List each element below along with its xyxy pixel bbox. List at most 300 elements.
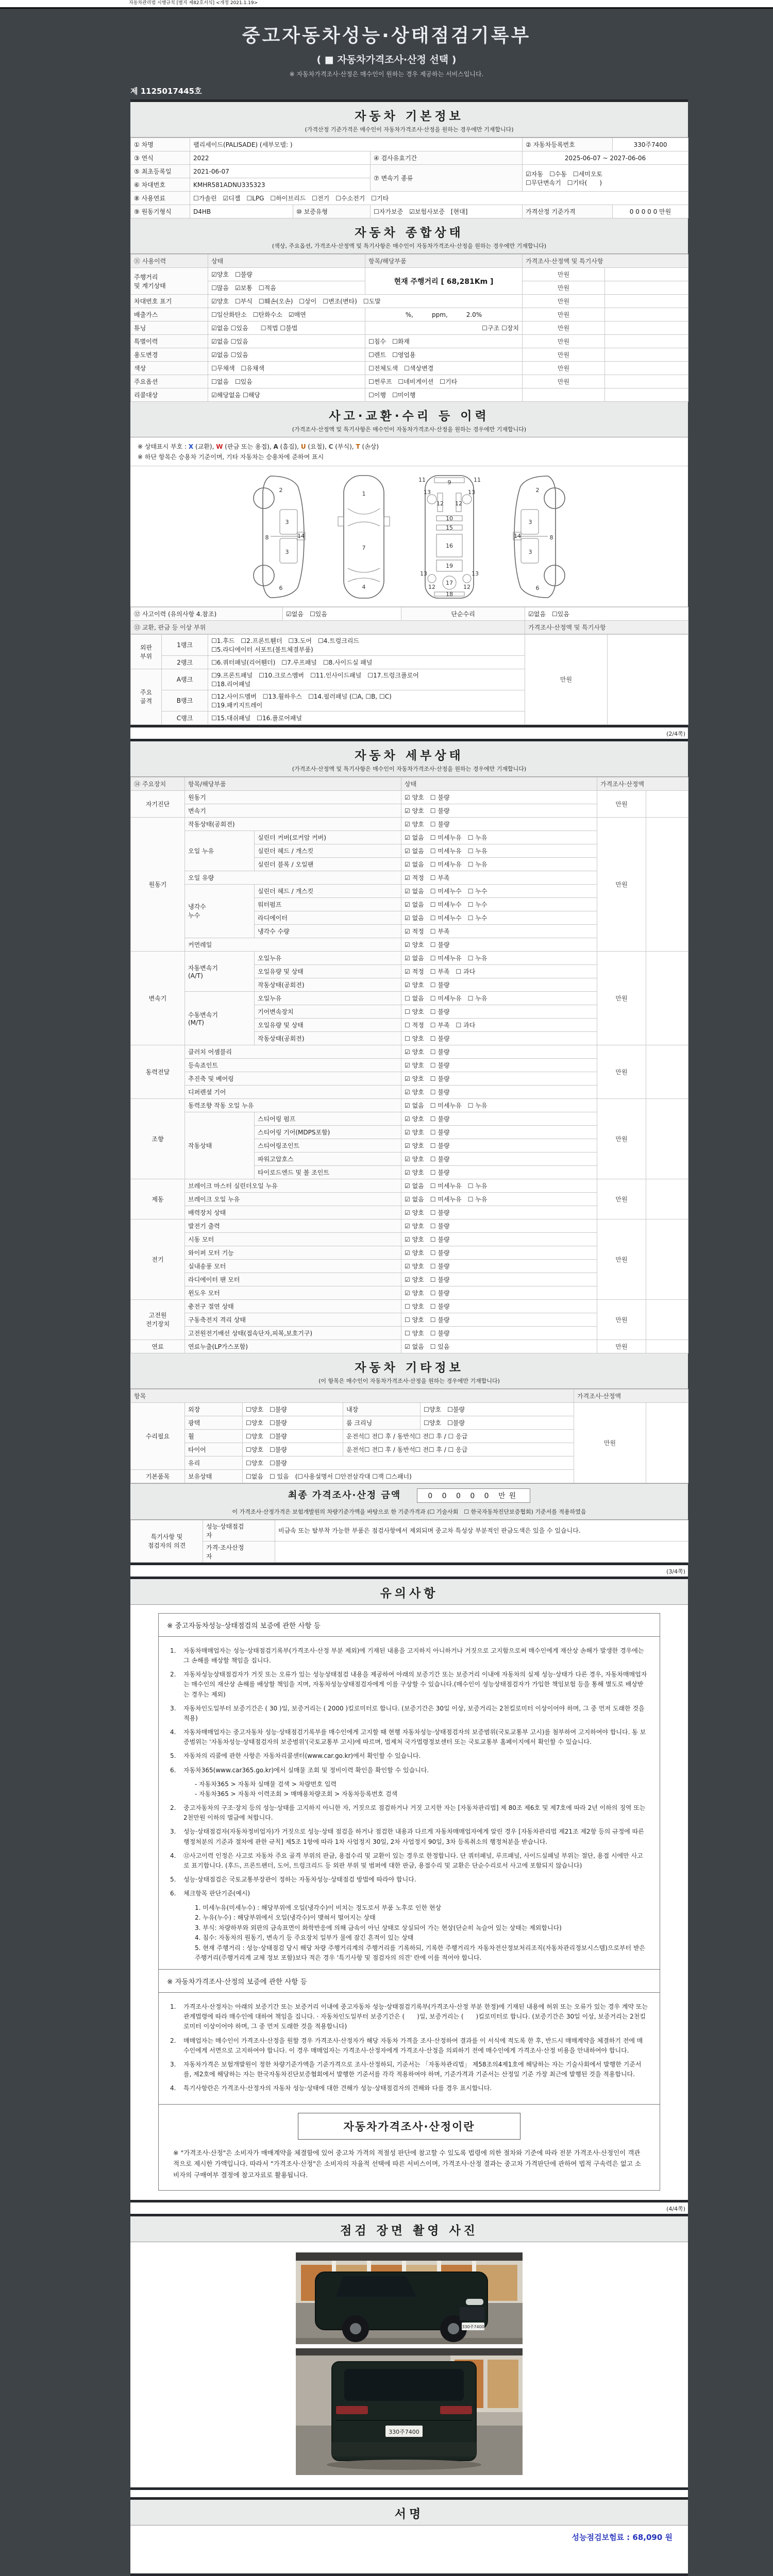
legend-desc-c: (부식),	[335, 443, 354, 450]
checkbox-cell[interactable]: ☑ 없음 ☐ 미세누유 ☐ 누유	[401, 1098, 597, 1112]
report-service-note: ※ 자동차가격조사·산정은 매수인이 원하는 경우 제공하는 서비스입니다.	[289, 71, 484, 78]
svg-text:2: 2	[535, 486, 540, 494]
section-cautions-title: 유의사항	[380, 1586, 439, 1600]
row-label: ⑤ 최초등록일	[131, 165, 190, 178]
table-cell: 만원	[597, 1340, 646, 1353]
table-cell	[646, 817, 688, 951]
checkbox-cell[interactable]: ☐양호 ☐불량	[243, 1429, 343, 1443]
checkbox-cell[interactable]: ☐양호 ☐불량	[243, 1402, 343, 1416]
table-cell: 상태	[401, 777, 597, 790]
table-cell: 330주7400	[613, 138, 688, 151]
row-label: ④ 검사유효기간	[371, 151, 523, 165]
row-label: 1랭크	[162, 634, 208, 655]
row-label: 타이어	[185, 1443, 243, 1456]
overall-state-table	[130, 254, 688, 402]
row-label: 제동	[131, 1179, 185, 1219]
checkbox-cell[interactable]: ☑양호 ☐불량	[208, 268, 365, 281]
row-label: 작동상태(공회전)	[185, 817, 401, 831]
row-label: 룸 크리닝	[343, 1416, 421, 1429]
checkbox-cell[interactable]: ☐무채색 ☐유채색	[208, 362, 365, 375]
final-price-strip	[130, 1483, 688, 1505]
car-side-right-diagram	[507, 472, 568, 601]
row-label: 오일누유	[255, 951, 401, 964]
section-overall-note: (색상, 주요옵션, 가격조사·산정액 및 특기사항은 매수인이 자동차가격조사·산정을 원하는 경우에만 기재합니다)	[272, 243, 547, 249]
row-label: 휠	[185, 1429, 243, 1443]
row-label: 냉각수 누수	[185, 884, 255, 938]
checkbox-cell[interactable]: ☐15.대쉬패널 ☐16.플로어패널	[208, 711, 525, 724]
row-label: 스티어링 펌프	[255, 1112, 401, 1125]
caution-item: 5. 자동차의 리콜에 관한 사항은 자동차리콜센터(www.car.go.kr)에서 확인할 수 있습니다.	[170, 1752, 421, 1760]
inspection-photo-front	[296, 2252, 523, 2344]
checkbox-cell[interactable]: ☐렌트 ☐영업용	[365, 348, 523, 362]
row-label: 커먼레일	[185, 938, 401, 951]
row-label: 동력조향 작동 오일 누유	[185, 1098, 401, 1112]
inspection-insurance-fee: 성능점검보험료 : 68,090 원	[572, 2533, 673, 2543]
row-label: 주요옵션	[131, 375, 208, 388]
table-cell: 만원	[523, 362, 605, 375]
caution-subitem: 3. 부식: 차량하부와 외판의 금속표면이 화학반응에 의해 금속이 아닌 상태로 상실되어 가는 현상(단순히 녹슬어 있는 상태는 제외합니다)	[195, 1924, 562, 1931]
checkbox-cell[interactable]: ☑ 양호 ☐ 불량	[401, 1219, 597, 1232]
legend-desc-t: (손상)	[362, 443, 379, 450]
caution-item: 3. 자동차인도일부터 보증기간은 ( 30 )일, 보증거리는 ( 2000 )킬로미터로 합니다. (보증기간은 30일 이상, 보증거리는 2천킬로미터 이상이어야 하며, 그 중 먼저 도래한 것을 적용)	[170, 1704, 645, 1722]
row-label: 전기	[131, 1219, 185, 1299]
caution-subitem: 1. 미세누유(미세누수) : 해당부위에 오일(냉각수)이 비치는 정도로서 부품 노후로 인한 현상	[195, 1904, 442, 1911]
row-label: A랭크	[162, 669, 208, 690]
final-price-label: 최종 가격조사·산정 금액	[288, 1489, 401, 1501]
row-label: 용도변경	[131, 348, 208, 362]
checkbox-cell[interactable]: ☑ 없음 ☐ 미세누수 ☐ 누수	[401, 897, 597, 911]
table-cell: 만원	[597, 790, 646, 817]
checkbox-cell[interactable]: ☑ 양호 ☐ 불량	[401, 1206, 597, 1219]
row-label: 실내송풍 모터	[185, 1259, 401, 1273]
svg-text:1: 1	[362, 490, 366, 497]
section-detail-header	[130, 741, 688, 777]
row-label: 보유상태	[185, 1469, 243, 1483]
checkbox-cell[interactable]: ☑없음 ☐있음	[208, 335, 365, 348]
row-label: 워터펌프	[255, 897, 401, 911]
table-cell	[605, 362, 688, 375]
table-cell: 만원	[523, 335, 605, 348]
row-label: 배력장치 상태	[185, 1206, 401, 1219]
svg-text:12: 12	[436, 500, 444, 507]
row-label: 작동상태(공회전)	[255, 978, 401, 991]
checkbox-cell[interactable]: ☑ 없음 ☐ 미세누유 ☐ 누유	[401, 1179, 597, 1192]
checkbox-cell[interactable]: ☑없음 ☐있음	[283, 607, 401, 620]
checkbox-cell[interactable]: ☑ 없음 ☐ 있음	[401, 1340, 597, 1353]
caution-item: 6. 자동차365(www.car365.go.kr)에서 실매물 조회 및 정비이력 확인을 확인할 수 있습니다.	[170, 1766, 429, 1774]
checkbox-cell[interactable]: 운전석☐ 전☐ 후 / 동반석☐ 전☐ 후 / ☐ 응급	[343, 1443, 574, 1456]
checkbox-cell[interactable]: ☐양호 ☐불량	[243, 1416, 343, 1429]
final-price-value: 0 0 0 0 0 만원	[417, 1488, 530, 1503]
checkbox-cell[interactable]: ☑ 양호 ☐ 불량	[401, 1058, 597, 1072]
table-cell	[523, 388, 605, 402]
caution-item: 3. 자동차가격은 보험개발원이 정한 차량기준가액을 기준가격으로 조사·산정하되, 기준서는 「자동차관리법」 제58조의4제1호에 해당하는 자는 기술사회에서 발행한 기준서를, 제2호에 해당하는 자는 한국자동차진단보증협회에서 발행한 기준서를 각각 적용하여야 하며, 기준가격과 기준서는 산정일 기준 가장 최근에 발행된 것을 적용합니다.	[170, 2061, 642, 2078]
row-label: 내장	[343, 1402, 421, 1416]
table-cell: 가격조사·산정액 및 특기사항	[523, 255, 688, 268]
checkbox-cell[interactable]: ☐전체도색 ☐색상변경	[365, 362, 523, 375]
page-4	[130, 2214, 688, 2490]
section-detail-title: 자동차 세부상태	[355, 749, 464, 762]
checkbox-cell[interactable]: ☐ 없음 ☐ 미세누유 ☐ 누유	[401, 991, 597, 1005]
checkbox-cell[interactable]: ☑ 적정 ☐ 부족	[401, 871, 597, 884]
table-cell	[605, 268, 688, 281]
section-detail-note: (가격조사·산정액 및 특기사항은 매수인이 자동차가격조사·산정을 원하는 경우에만 기재합니다)	[292, 765, 527, 772]
table-cell: KMHR581ADNU335323	[190, 178, 371, 192]
svg-text:13: 13	[468, 488, 475, 496]
row-label: 가격산정 기준가격	[523, 205, 613, 218]
row-label: 수리필요	[131, 1402, 185, 1469]
row-label: 실린더 블록 / 오일팬	[255, 857, 401, 871]
table-cell: 2025-06-07 ~ 2027-06-06	[523, 151, 688, 165]
legend-desc-w: (판금 또는 용접),	[225, 443, 272, 450]
section-etc-note: (이 항목은 매수인이 자동차가격조사·산정을 원하는 경우에만 기재합니다)	[318, 1377, 500, 1384]
checkbox-cell[interactable]: ☐ 양호 ☐ 불량	[401, 1031, 597, 1045]
checkbox-cell[interactable]: ☑ 적정 ☐ 부족 ☐ 과다	[401, 964, 597, 978]
checkbox-cell[interactable]: ☐6.쿼터패널(리어휀더) ☐7.루프패널 ☐8.사이드실 패널	[208, 655, 525, 669]
caution-item: 4. 자동차매매업자는 중고자동차 성능·상태점검기록부를 매수인에게 고지할 때 현행 자동차성능·상태점검자의 보증범위(국토교통부 고시)를 첨부하여 고지하여야 합니다. 동 보증범위는 '자동차성능·상태점검자의 보증범위'(국토교통부 고시)에 따르며, 법제처 국가법령정보센터 또는 국토교통부 홈페이지에서 확인할 수 있습니다.	[170, 1728, 646, 1746]
legend-note2: ※ 하단 항목은 승용차 기준이며, 기타 자동차는 승용차에 준하여 표시	[138, 453, 324, 461]
checkbox-cell[interactable]: ☑ 양호 ☐ 불량	[401, 790, 597, 804]
checkbox-cell[interactable]: ☑ 양호 ☐ 불량	[401, 1072, 597, 1085]
row-label: 2랭크	[162, 655, 208, 669]
row-label: 발전기 출력	[185, 1219, 401, 1232]
checkbox-cell[interactable]: ☑ 없음 ☐ 미세누유 ☐ 누유	[401, 951, 597, 964]
row-label: 타이로드엔드 및 볼 조인트	[255, 1165, 401, 1179]
section-sign-header	[130, 2500, 688, 2526]
table-cell: 만원	[523, 348, 605, 362]
checkbox-cell[interactable]: ☐ 양호 ☐ 불량	[401, 1005, 597, 1018]
row-label: 디퍼렌셜 기어	[185, 1085, 401, 1098]
checkbox-cell[interactable]: ☐ 양호 ☐ 불량	[401, 1299, 597, 1313]
table-cell: D4HB	[190, 205, 293, 218]
checkbox-cell[interactable]: ☐양호 ☐불량	[421, 1416, 574, 1429]
svg-text:12: 12	[428, 583, 435, 590]
checkbox-cell[interactable]: ☑양호 ☐부식 ☐훼손(오손) ☐상이 ☐변조(변타) ☐도말	[208, 295, 523, 308]
svg-text:330주7400: 330주7400	[389, 2429, 419, 2436]
caution-subitem: 2. 누유(누수) : 해당부위에서 오일(냉각수)이 맺혀서 떨어지는 상태	[195, 1914, 376, 1922]
caution-item: 2. 중고자동차의 구조·장치 등의 성능·상태를 고지하지 아니한 자, 거짓으로 점검하거나 거짓 고지한 자는 [자동차관리법] 제 80조 제6호 및 제7호에 따라 2년 이하의 징역 또는 2천만원 이하의 벌금에 처합니다.	[170, 1804, 646, 1822]
row-label: 충전구 절연 상태	[185, 1299, 401, 1313]
row-label: 단순수리	[401, 607, 525, 620]
caution-item: 4. ⑫사고이력 인정은 사고로 자동차 주요 골격 부위의 판금, 용접수리 및 교환이 있는 경우로 한정합니다. 단 쿼터패널, 루프패널, 사이드실패널 부위는 절단, 용접 시에만 사고로 표기합니다. (후드, 프론트펜더, 도어, 트렁크리드 등 외판 부위 및 범퍼에 대한 판금, 용접수리 및 교환은 단순수리로서 사고에 포함되지 않습니다)	[170, 1852, 643, 1869]
checkbox-cell[interactable]: ☐양호 ☐불량	[421, 1402, 574, 1416]
row-label: 오일유량 및 상태	[255, 964, 401, 978]
checkbox-cell[interactable]: ☑ 양호 ☐ 불량	[401, 938, 597, 951]
checkbox-cell[interactable]: ☑ 적정 ☐ 부족	[401, 924, 597, 938]
table-cell: 상태	[208, 255, 365, 268]
checkbox-cell[interactable]: ☑ 없음 ☐ 미세누수 ☐ 누수	[401, 911, 597, 924]
checkbox-cell[interactable]: ☑ 양호 ☐ 불량	[401, 804, 597, 817]
section-cautions-header	[130, 1579, 688, 1605]
legend-desc-a: (흠집),	[280, 443, 299, 450]
price-definition-box	[159, 2105, 660, 2191]
checkbox-cell[interactable]: ☑ 없음 ☐ 미세누유 ☐ 누유	[401, 857, 597, 871]
row-label: 주행거리 및 계기상태	[131, 268, 208, 295]
row-label: 외장	[185, 1402, 243, 1416]
svg-text:17: 17	[446, 579, 453, 586]
svg-text:16: 16	[446, 542, 453, 549]
svg-text:12: 12	[455, 500, 462, 507]
caution-item: 1. 자동차매매업자는 성능·상태점검기록부(가격조사·산정 부분 제외)에 기재된 내용을 고지하지 아니하거나 거짓으로 고지함으로써 매수인에게 재산상 손해가 발생한 경우에는 그 손해를 배상할 책임을 집니다.	[170, 1647, 644, 1664]
table-cell: 비금속 또는 탈부착 가능한 부품은 점검사항에서 제외되며 중고차 특성상 부분적인 판금도색은 있을 수 있습니다.	[275, 1520, 688, 1541]
section-photos-title: 점검 장면 촬영 사진	[340, 2224, 478, 2238]
row-label: 등속죠인트	[185, 1058, 401, 1072]
checkbox-cell[interactable]: ☐이행 ☐미이행	[365, 388, 523, 402]
table-cell	[646, 1219, 688, 1299]
checkbox-cell[interactable]: ☑ 양호 ☐ 불량	[401, 1273, 597, 1286]
row-label: 추진축 및 베어링	[185, 1072, 401, 1085]
page-5	[130, 2497, 688, 2576]
table-cell	[646, 1179, 688, 1219]
table-cell: 만원	[597, 817, 646, 951]
svg-text:13: 13	[472, 570, 479, 577]
car-top-diagram	[335, 472, 392, 601]
checkbox-cell[interactable]: ☑ 양호 ☐ 불량	[401, 817, 597, 831]
checkbox-cell[interactable]: ☑ 양호 ☐ 불량	[401, 1232, 597, 1246]
row-label: ③ 연식	[131, 151, 190, 165]
svg-text:14: 14	[297, 532, 305, 539]
checkbox-cell[interactable]: ☑없음 ☐있음	[208, 348, 365, 362]
checkbox-cell[interactable]: ☑ 양호 ☐ 불량	[401, 1085, 597, 1098]
checkbox-cell[interactable]: ☑ 양호 ☐ 불량	[401, 978, 597, 991]
checkbox-cell[interactable]: ☑ 양호 ☐ 불량	[401, 1246, 597, 1259]
checkbox-cell[interactable]: ☑ 없음 ☐ 미세누유 ☐ 누유	[401, 844, 597, 857]
page-3	[130, 1577, 688, 2202]
section-basic-note: (가격산정 기준가격은 매수인이 자동차가격조사·산정을 원하는 경우에만 기재합니다)	[305, 126, 514, 133]
checkbox-cell[interactable]: ☐양호 ☐불량	[243, 1443, 343, 1456]
checkbox-cell[interactable]: ☑ 양호 ☐ 불량	[401, 1112, 597, 1125]
cautions-secB-title: ※ 자동차가격조사·산정의 보증에 관한 사항 등	[159, 1970, 660, 1993]
table-cell: 항목/해당부품	[185, 777, 401, 790]
table-cell: ⑭ 주요장치	[131, 777, 185, 790]
table-cell	[605, 281, 688, 295]
svg-text:3: 3	[285, 548, 289, 555]
legend-desc-x: (교환),	[195, 443, 214, 450]
table-cell: 만원	[523, 281, 605, 295]
table-cell: 가격조사·산정액	[597, 777, 688, 790]
row-label: 오일 유량	[185, 871, 401, 884]
row-label: ① 차명	[131, 138, 190, 151]
section-etc-title: 자동차 기타정보	[355, 1361, 464, 1375]
row-label: B랭크	[162, 690, 208, 711]
inspection-photos	[130, 2242, 688, 2487]
checkbox-cell[interactable]: ☑ 양호 ☐ 불량	[401, 1139, 597, 1152]
row-label: 오일 누유	[185, 831, 255, 871]
svg-text:3: 3	[285, 518, 289, 526]
row-label: 실린더 헤드 / 개스킷	[255, 884, 401, 897]
svg-text:7: 7	[362, 544, 366, 551]
svg-text:15: 15	[446, 524, 453, 531]
row-label: ② 자동차등록번호	[523, 138, 613, 151]
svg-text:11: 11	[474, 476, 481, 483]
checkbox-cell[interactable]: ☑ 양호 ☐ 불량	[401, 1152, 597, 1165]
checkbox-cell[interactable]: ☐없음 ☐있음	[208, 375, 365, 388]
row-label: 동력전달	[131, 1045, 185, 1098]
table-cell: 만원	[523, 308, 605, 321]
row-label: 변속기	[131, 951, 185, 1045]
table-cell: 만원	[597, 951, 646, 1045]
checkbox-cell[interactable]: ☑해당없음 ☐해당	[208, 388, 365, 402]
row-label: 작동상태	[185, 1112, 255, 1179]
svg-text:10: 10	[446, 515, 453, 522]
caution-subitem: - 자동차365 > 자동차 실매물 검색 > 차량번호 입력	[195, 1780, 337, 1788]
row-label: ⑧ 사용연료	[131, 192, 190, 205]
checkbox-cell[interactable]: ☑없음 ☐있음 ☐적법 ☐불법	[208, 321, 365, 335]
table-cell	[605, 335, 688, 348]
report-subtitle: ( ■ 자동차가격조사·산정 선택 )	[316, 54, 457, 65]
section-overall-title: 자동차 종합상태	[355, 226, 464, 240]
table-cell: 팰리세이드(PALISADE) (세부모델: )	[190, 138, 523, 151]
svg-text:3: 3	[528, 548, 532, 555]
form-reference: 자동차관리법 시행규칙 [별지 제82호서식] <개정 2021.1.19>	[0, 0, 773, 9]
row-label: 가격·조사산정 자	[203, 1541, 275, 1562]
price-definition-title: 자동차가격조사·산정이란	[298, 2113, 520, 2140]
table-cell: 가격조사·산정액 및 특기사항	[525, 620, 688, 634]
svg-text:9: 9	[447, 479, 451, 486]
table-cell: 만원	[574, 1402, 646, 1483]
checkbox-cell[interactable]: ☐양호 ☐불량	[243, 1456, 574, 1469]
checkbox-cell[interactable]: ☐없음 ☐ 있음 (☐사용설명서 ☐안전삼각대 ☐잭 ☐스패너)	[243, 1469, 574, 1483]
etc-info-table	[130, 1389, 688, 1483]
row-label: ⑥ 차대번호	[131, 178, 190, 192]
row-label: 윈도우 모터	[185, 1286, 401, 1299]
checkbox-cell[interactable]: ☐많음 ☑보통 ☐적음	[208, 281, 365, 295]
caution-item: 3. 성능·상태점검자(자동차정비업자)가 거짓으로 성능·상태 점검을 하거나 점검한 내용과 다르게 자동차매매업자에게 알린 경우 [자동차관리법 제21조 제2항 등의 규정에 따른 행정처분의 기준과 절차에 관한 규칙] 제5조 1항에 따라 1차 사업정지 30일, 2차 사업정지 90일, 3차 등록취소의 행정처분을 받습니다.	[170, 1828, 644, 1845]
checkbox-cell[interactable]: ☐ 적정 ☐ 부족 ☐ 과다	[401, 1018, 597, 1031]
caution-item: 1. 가격조사·산정자는 아래의 보증기간 또는 보증거리 이내에 중고자동차 성능·상태점검기록부(가격조사·산정 부분 한정)에 기재된 내용에 허위 또는 오류가 있는 경우 계약 또는 관계법령에 따라 매수인에 대하여 책임을 집니다. · 자동차인도일부터 보증기간은 ( )일, 보증거리는 ( )킬로미터로 합니다. (보증기간은 30일 이상, 보증거리는 2천킬로미터 이상이어야 하며, 그 중 먼저 도래한 것을 적용합니다)	[170, 2003, 648, 2030]
row-label: 자동변속기 (A/T)	[185, 951, 255, 991]
checkbox-cell[interactable]: ☐일산화탄소 ☐탄화수소 ☑매연	[208, 308, 365, 321]
checkbox-cell[interactable]: ☑자동 ☐수동 ☐세미오토 ☐무단변속기 ☐기타( )	[523, 165, 688, 192]
legend-code-w: W	[216, 443, 223, 450]
svg-text:12: 12	[463, 583, 470, 590]
table-cell: %, ppm, 2.0%	[365, 308, 523, 321]
section-basic-header	[130, 102, 688, 138]
section-etc-header	[130, 1353, 688, 1389]
checkbox-cell[interactable]: ☐자가보증 ☑보험사보증 [현대]	[371, 205, 523, 218]
page-2	[130, 739, 688, 1565]
table-cell	[646, 1340, 688, 1353]
row-label: 수동변속기 (M/T)	[185, 991, 255, 1045]
caution-subitem: - 자동차365 > 자동차 이력조회 > 매매용차량조회 > 자동차등록번호 검색	[195, 1790, 398, 1798]
table-cell: 2022	[190, 151, 371, 165]
final-price-note[interactable]: 이 가격조사·산정가격은 보험개발원의 차량기준가액을 바탕으로 한 기준가격과 (☐ 기술사회 ☐ 한국자동차진단보증협회) 기준서를 적용하였음	[130, 1505, 688, 1520]
detail-state-table	[130, 777, 688, 1353]
row-label: 시동 모터	[185, 1232, 401, 1246]
legend-code-t: T	[356, 443, 360, 450]
row-label: 기본품목	[131, 1469, 185, 1483]
signature-space[interactable]	[130, 2545, 688, 2573]
row-label: 특기사항 및 점검자의 의견	[131, 1520, 203, 1562]
remarks-table	[130, 1520, 688, 1563]
checkbox-cell[interactable]: 운전석☐ 전☐ 후 / 동반석☐ 전☐ 후 / ☐ 응급	[343, 1429, 574, 1443]
section-overall-header	[130, 218, 688, 254]
checkbox-cell[interactable]: ☐ 양호 ☐ 불량	[401, 1313, 597, 1326]
row-label: 리콜대상	[131, 388, 208, 402]
checkbox-cell[interactable]: ☑ 없음 ☐ 미세누수 ☐ 누수	[401, 884, 597, 897]
masthead	[0, 9, 773, 78]
row-label: 성능·상태점검 자	[203, 1520, 275, 1541]
checkbox-cell[interactable]: ☑ 없음 ☐ 미세누유 ☐ 누유	[401, 1192, 597, 1206]
checkbox-cell[interactable]: ☐12.사이드멤버 ☐13.휠하우스 ☐14.필러패널 (☐A, ☐B, ☐C) ☐19.패키지트레이	[208, 690, 525, 711]
row-label: 구동축전지 격리 상태	[185, 1313, 401, 1326]
table-cell: 만원	[523, 375, 605, 388]
checkbox-cell[interactable]: ☑ 양호 ☐ 불량	[401, 1165, 597, 1179]
row-label: 배출가스	[131, 308, 208, 321]
car-damage-diagrams	[130, 466, 688, 607]
section-accident-header	[130, 402, 688, 437]
checkbox-cell[interactable]: ☑없음 ☐있음	[525, 607, 688, 620]
table-cell	[605, 388, 688, 402]
caution-item: 6. 체크항목 판단기준(예시)	[170, 1890, 250, 1897]
table-cell	[646, 1098, 688, 1179]
svg-text:11: 11	[418, 476, 426, 483]
svg-text:8: 8	[549, 534, 553, 541]
row-label: 외판 부위	[131, 634, 162, 669]
svg-text:8: 8	[265, 534, 269, 541]
row-label: 브레이크 마스터 실린더오일 누유	[185, 1179, 401, 1192]
inspection-photo-rear	[296, 2348, 523, 2475]
checkbox-cell[interactable]: ☑ 양호 ☐ 불량	[401, 1045, 597, 1058]
table-cell: 만원	[597, 1219, 646, 1299]
table-cell	[275, 1541, 688, 1562]
table-cell: 만원	[523, 268, 605, 281]
table-cell: 만원	[597, 1299, 646, 1340]
row-label: 스티어링 기어(MDPS포함)	[255, 1125, 401, 1139]
table-cell	[608, 634, 688, 724]
row-label: 특별이력	[131, 335, 208, 348]
table-cell: 0 0 0 0 0 만원	[613, 205, 688, 218]
checkbox-cell[interactable]: ☐1.후드 ☐2.프론트휀더 ☐3.도어 ☐4.트렁크리드 ☐5.라디에이터 서포트(볼트체결부품)	[208, 634, 525, 655]
legend-desc-u: (요철),	[308, 443, 327, 450]
cautions-listB	[159, 1993, 660, 2105]
row-label: 실린더 커버(로커암 커버)	[255, 831, 401, 844]
row-label: 색상	[131, 362, 208, 375]
checkbox-cell[interactable]: ☑ 양호 ☐ 불량	[401, 1259, 597, 1273]
table-cell: 2021-06-07	[190, 165, 371, 178]
table-cell	[646, 951, 688, 1045]
legend-code-u: U	[300, 443, 306, 450]
checkbox-cell[interactable]: ☐가솔린 ☑디젤 ☐LPG ☐하이브리드 ☐전기 ☐수소전기 ☐기타	[190, 192, 688, 205]
table-cell: 만원	[597, 1098, 646, 1179]
document-number: 제 1125017445호	[130, 87, 202, 96]
section-photos-header	[130, 2216, 688, 2242]
row-label: C랭크	[162, 711, 208, 724]
checkbox-cell[interactable]: ☐침수 ☐화재	[365, 335, 523, 348]
checkbox-cell[interactable]: ☑ 양호 ☐ 불량	[401, 1286, 597, 1299]
table-cell: 항목	[131, 1389, 574, 1402]
row-label: 기어변속장치	[255, 1005, 401, 1018]
svg-text:18: 18	[446, 590, 453, 598]
checkbox-cell[interactable]: ☐구조 ☐장치	[365, 321, 523, 335]
checkbox-cell[interactable]: ☐ 양호 ☐ 불량	[401, 1326, 597, 1340]
row-label: 원동기	[131, 817, 185, 951]
checkbox-cell[interactable]: ☑ 없음 ☐ 미세누유 ☐ 누유	[401, 831, 597, 844]
section-accident-note: (가격조사·산정액 및 특기사항은 매수인이 자동차가격조사·산정을 원하는 경우에만 기재합니다)	[292, 426, 527, 433]
cautions-secA-title: ※ 중고자동차성능·상태점검의 보증에 관한 사항 등	[159, 1614, 660, 1637]
row-label: ⑦ 변속기 종류	[371, 165, 523, 192]
price-definition-text: ※ "가격조사·산정"은 소비자가 매매계약을 체결함에 있어 중고차 가격의 적절성 판단에 참고할 수 있도록 법령에 의한 절차와 기준에 따라 전문 가격조사·산정인이 객관적으로 제시한 가액입니다. 따라서 "가격조사·산정"은 소비자의 자율적 선택에 따른 서비스이며, 가격조사·산정 결과는 중고차 가격판단에 관하여 법적 구속력은 없고 소비자의 구매여부 결정에 참고자료로 활용됩니다.	[173, 2148, 641, 2179]
row-label: 라디에이터 팬 모터	[185, 1273, 401, 1286]
section-sign-title: 서명	[394, 2507, 424, 2521]
svg-text:330주7400: 330주7400	[462, 2325, 484, 2330]
legend-code-c: C	[328, 443, 333, 450]
checkbox-cell[interactable]: ☐썬루프 ☐네비게이션 ☐기타	[365, 375, 523, 388]
row-label: 냉각수 수량	[255, 924, 401, 938]
row-label: 유리	[185, 1456, 243, 1469]
checkbox-cell[interactable]: ☐9.프론트패널 ☐10.크로스멤버 ☐11.인사이드패널 ☐17.트렁크플로어 ☐18.리어패널	[208, 669, 525, 690]
checkbox-cell[interactable]: ☑ 양호 ☐ 불량	[401, 1125, 597, 1139]
